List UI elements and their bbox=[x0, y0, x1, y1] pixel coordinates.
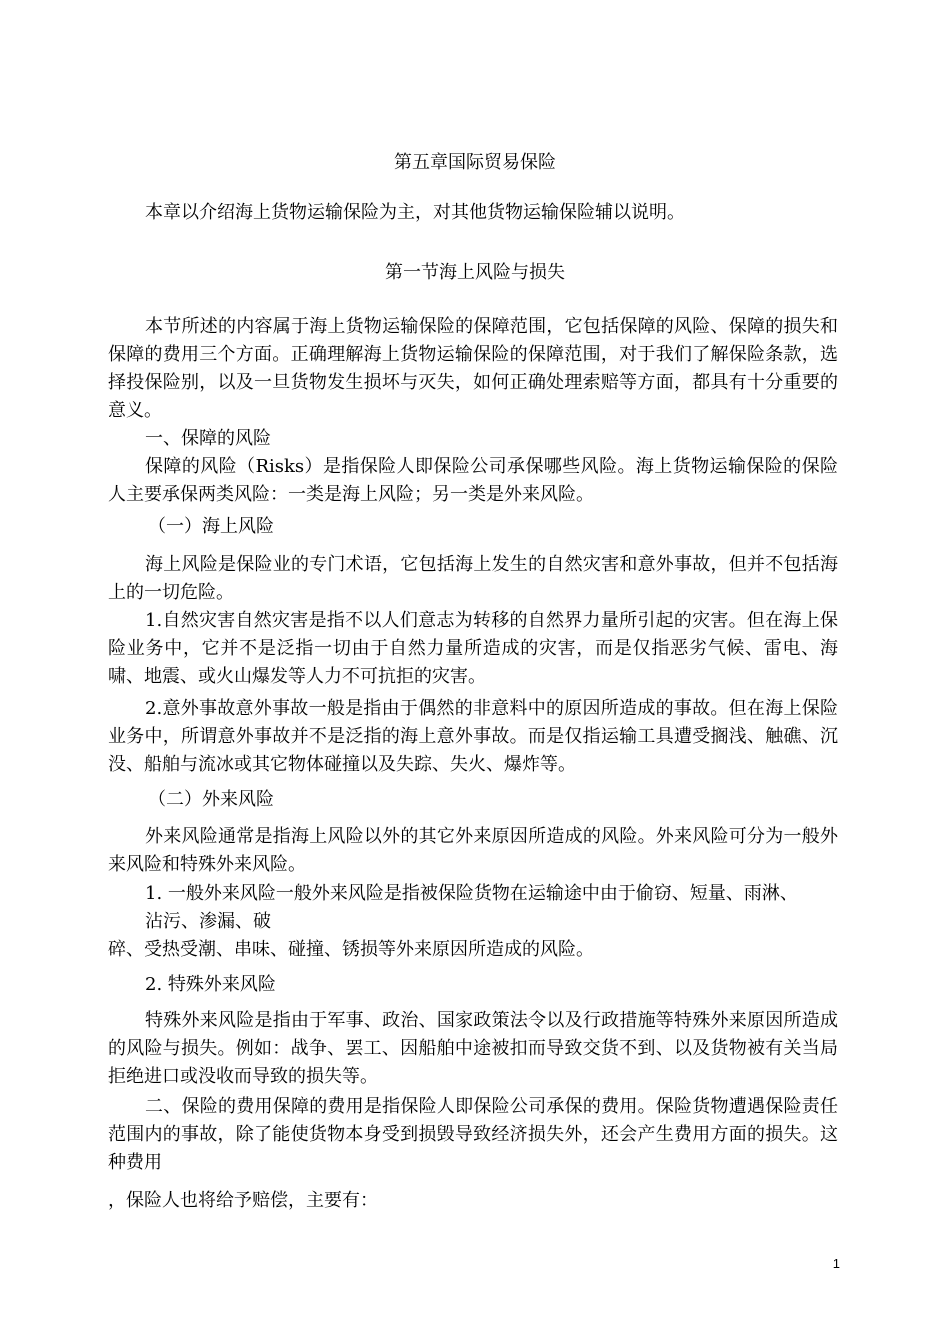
paragraph-special-risks: 特殊外来风险是指由于军事、政治、国家政策法令以及行政措施等特殊外来原因所造成的风险与损失。例如：战争、罢工、因船舶中途被扣而导致交货不到、以及货物被有关当局拒绝进口或没收而导致的损失等。 bbox=[108, 1010, 838, 1087]
page-number: 1 bbox=[832, 1256, 840, 1271]
paragraph-extraneous-risks: 外来风险通常是指海上风险以外的其它外来原因所造成的风险。外来风险可分为一般外来风险和特殊外来风险。 bbox=[108, 826, 838, 875]
heading-risks: 一、保障的风险 bbox=[145, 428, 271, 449]
section-title: 第一节海上风险与损失 bbox=[385, 262, 565, 283]
paragraph-risks: 保障的风险（Risks）是指保险人即保险公司承保哪些风险。海上货物运输保险的保险人主要承保两类风险：一类是海上风险；另一类是外来风险。 bbox=[108, 456, 838, 505]
paragraph-general-risks-line3: 碎、受热受潮、串味、碰撞、锈损等外来原因所造成的风险。 bbox=[108, 939, 594, 960]
heading-extraneous-risks: （二）外来风险 bbox=[148, 789, 274, 810]
chapter-title: 第五章国际贸易保险 bbox=[394, 152, 556, 173]
paragraph-accidents: 2.意外事故意外事故一般是指由于偶然的非意料中的原因所造成的事故。但在海上保险业务中，所谓意外事故并不是泛指的海上意外事故。而是仅指运输工具遭受搁浅、触礁、沉没、船舶与流冰或其它物体碰撞以及失踪、失火、爆炸等。 bbox=[108, 698, 838, 775]
paragraph-costs-continued: ，保险人也将给予赔偿，主要有： bbox=[108, 1190, 378, 1211]
heading-special-risks: 2. 特殊外来风险 bbox=[145, 974, 276, 995]
paragraph-marine-risks: 海上风险是保险业的专门术语，它包括海上发生的自然灾害和意外事故，但并不包括海上的一切危险。 bbox=[108, 554, 838, 603]
intro-paragraph: 本章以介绍海上货物运输保险为主，对其他货物运输保险辅以说明。 bbox=[145, 202, 685, 223]
paragraph-general-risks-line2: 沾污、渗漏、破 bbox=[145, 911, 271, 932]
paragraph-scope: 本节所述的内容属于海上货物运输保险的保障范围，它包括保障的风险、保障的损失和保障的费用三个方面。正确理解海上货物运输保险的保障范围，对于我们了解保险条款，选择投保险别，以及一旦货物发生损坏与灭失，如何正确处理索赔等方面，都具有十分重要的意义。 bbox=[108, 316, 838, 421]
paragraph-natural-disasters: 1.自然灾害自然灾害是指不以人们意志为转移的自然界力量所引起的灾害。但在海上保险业务中，它并不是泛指一切由于自然力量所造成的灾害，而是仅指恶劣气候、雷电、海啸、地震、或火山爆发等人力不可抗拒的灾害。 bbox=[108, 610, 838, 687]
paragraph-costs: 二、保险的费用保障的费用是指保险人即保险公司承保的费用。保险货物遭遇保险责任范围内的事故，除了能使货物本身受到损毁导致经济损失外，还会产生费用方面的损失。这种费用 bbox=[108, 1096, 838, 1173]
paragraph-general-risks-line1: 1. 一般外来风险一般外来风险是指被保险货物在运输途中由于偷窃、短量、雨淋、 bbox=[145, 883, 798, 904]
heading-marine-risks: （一）海上风险 bbox=[148, 516, 274, 537]
